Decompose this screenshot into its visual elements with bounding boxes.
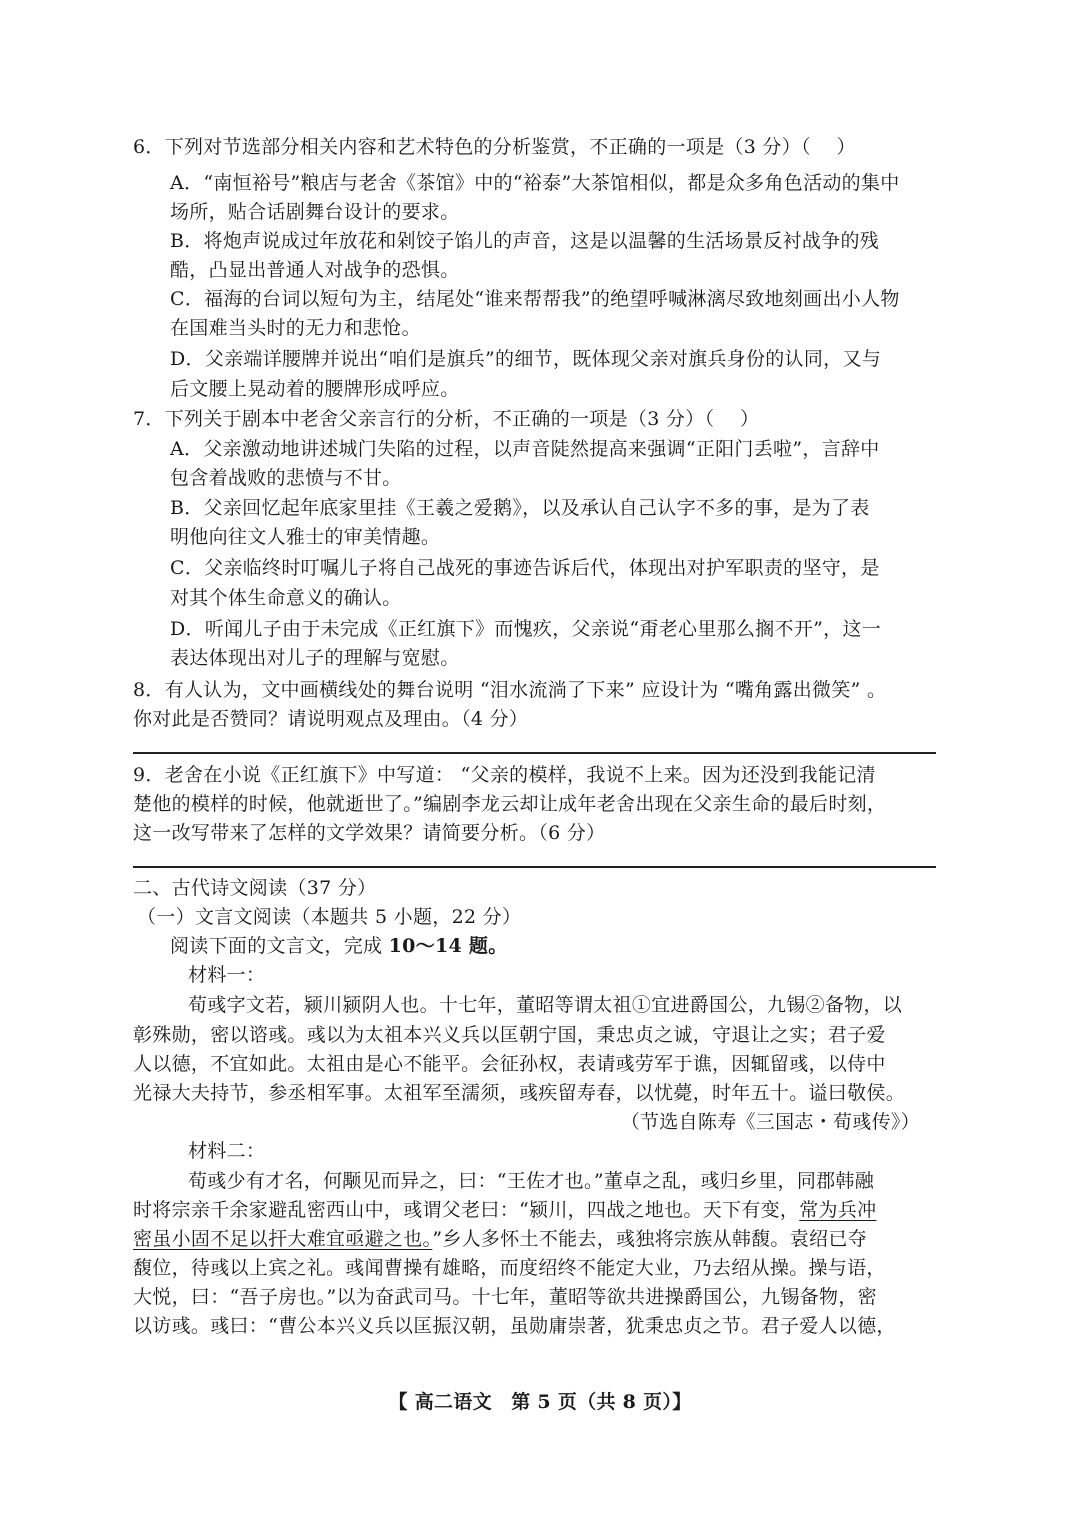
q7-option-d-cont: 表达体现出对儿子的理解与宽慰。 — [170, 647, 460, 669]
underlined-sentence-end: 密虽小固不足以扞大难宜亟避之也。 — [133, 1228, 433, 1250]
material-2-line-2 — [133, 1197, 876, 1223]
material-2-line-6: 以访彧。彧曰：“曹公本兴义兵以匡振汉朝，虽勋庸崇著，犹秉忠贞之节。君子爱人以德， — [133, 1315, 896, 1337]
q6-option-d: D．父亲端详腰牌并说出“咱们是旗兵”的细节，既体现父亲对旗兵身份的认同，又与 — [170, 348, 882, 370]
material-1-line-1: 荀彧字文若，颍川颍阴人也。十七年，董昭等谓太祖①宜进爵国公，九锡②备物，以 — [188, 994, 903, 1016]
question-9-line-3: 这一改写带来了怎样的文学效果？请简要分析。（6 分） — [133, 822, 606, 844]
material-1-line-4: 光禄大夫持节，参丞相军事。太祖军至濡须，彧疾留寿春，以忧薨，时年五十。谥曰敬侯。 — [133, 1082, 906, 1104]
question-8-line-2: 你对此是否赞同？请说明观点及理由。（4 分） — [133, 708, 529, 730]
question-9-line-2: 楚他的模样的时候，他就逝世了。”编剧李龙云却让成年老舍出现在父亲生命的最后时刻， — [133, 793, 887, 815]
question-8-line-1: 8．有人认为，文中画横线处的舞台说明 “泪水流淌了下来” 应设计为 “嘴角露出微笑” 。 — [133, 679, 887, 701]
page-footer: 【 高二语文 第 5 页（共 8 页）】 — [388, 1391, 692, 1413]
material-2-line-2-text: 时将宗亲千余家避乱密西山中，彧谓父老曰：“颍川，四战之地也。天下有变， — [133, 1199, 800, 1221]
material-1-label: 材料一： — [188, 964, 266, 986]
question-6-stem: 6．下列对节选部分相关内容和艺术特色的分析鉴赏，不正确的一项是（3 分）（ ） — [133, 136, 856, 158]
section-2-subtitle: （一）文言文阅读（本题共 5 小题，22 分） — [137, 906, 522, 928]
section-2-title: 二、古代诗文阅读（37 分） — [133, 877, 377, 899]
answer-line-q9[interactable] — [133, 866, 936, 868]
question-7-stem: 7．下列关于剧本中老舍父亲言行的分析，不正确的一项是（3 分）（ ） — [133, 408, 760, 430]
q7-option-a: A．父亲激动地讲述城门失陷的过程，以声音陡然提高来强调“正阳门丢啦”，言辞中 — [170, 438, 880, 460]
q7-option-a-cont: 包含着战败的悲愤与不甘。 — [170, 467, 402, 489]
reading-instruction — [170, 933, 508, 959]
material-1-line-2: 彰殊勋，密以谘彧。彧以为太祖本兴义兵以匡朝宁国，秉忠贞之诚，守退让之实；君子爱 — [133, 1024, 886, 1046]
q7-option-d: D．听闻儿子由于未完成《正红旗下》而愧疚，父亲说“甭老心里那么搁不开”，这一 — [170, 618, 882, 640]
material-2-label: 材料二： — [188, 1140, 266, 1162]
instruction-text: 阅读下面的文言文，完成 — [170, 935, 389, 957]
underlined-sentence-start: 常为兵冲 — [799, 1199, 877, 1221]
material-1-line-3: 人以德，不宜如此。太祖由是心不能平。会征孙权，表请彧劳军于谯，因辄留彧，以侍中 — [133, 1053, 886, 1075]
q6-option-c: C．福海的台词以短句为主，结尾处“谁来帮帮我”的绝望呼喊淋漓尽致地刻画出小人物 — [170, 288, 900, 310]
q7-option-c: C．父亲临终时叮嘱儿子将自己战死的事迹告诉后代，体现出对护军职责的坚守，是 — [170, 557, 880, 579]
material-2-line-3-text: ”乡人多怀土不能去，彧独将宗族从韩馥。袁绍已夺 — [432, 1228, 867, 1250]
q6-option-a: A．“南恒裕号”粮店与老舍《茶馆》中的“裕泰”大茶馆相似，都是众多角色活动的集中 — [170, 172, 900, 194]
q6-option-b-cont: 酷，凸显出普通人对战争的恐惧。 — [170, 259, 460, 281]
material-2-line-4: 馥位，待彧以上宾之礼。彧闻曹操有雄略，而度绍终不能定大业，乃去绍从操。操与语， — [133, 1257, 886, 1279]
q7-option-b-cont: 明他向往文人雅士的审美情趣。 — [170, 526, 441, 548]
material-2-line-5: 大悦，曰：“吾子房也。”以为奋武司马。十七年，董昭等欲共进操爵国公，九锡备物，密 — [133, 1286, 877, 1308]
q6-option-a-cont: 场所，贴合话剧舞台设计的要求。 — [170, 201, 460, 223]
q7-option-c-cont: 对其个体生命意义的确认。 — [170, 587, 402, 609]
q6-option-d-cont: 后文腰上晃动着的腰牌形成呼应。 — [170, 378, 460, 400]
instruction-range: 10～14 题。 — [388, 935, 508, 957]
answer-line-q8[interactable] — [133, 752, 936, 754]
q7-option-b: B．父亲回忆起年底家里挂《王羲之爱鹅》，以及承认自己认字不多的事，是为了表 — [170, 497, 870, 519]
q6-option-c-cont: 在国难当头时的无力和悲怆。 — [170, 317, 421, 339]
material-1-source: （节选自陈寿《三国志・荀彧传》） — [620, 1111, 920, 1133]
q6-option-b: B．将炮声说成过年放花和剁饺子馅儿的声音，这是以温馨的生活场景反衬战争的残 — [170, 230, 880, 252]
material-2-line-3 — [133, 1226, 867, 1252]
question-9-line-1: 9．老舍在小说《正红旗下》中写道： “父亲的模样，我说不上来。因为还没到我能记清 — [133, 764, 876, 786]
material-2-line-1: 荀彧少有才名，何颙见而异之，曰：“王佐才也。”董卓之乱，彧归乡里，同郡韩融 — [188, 1170, 875, 1192]
